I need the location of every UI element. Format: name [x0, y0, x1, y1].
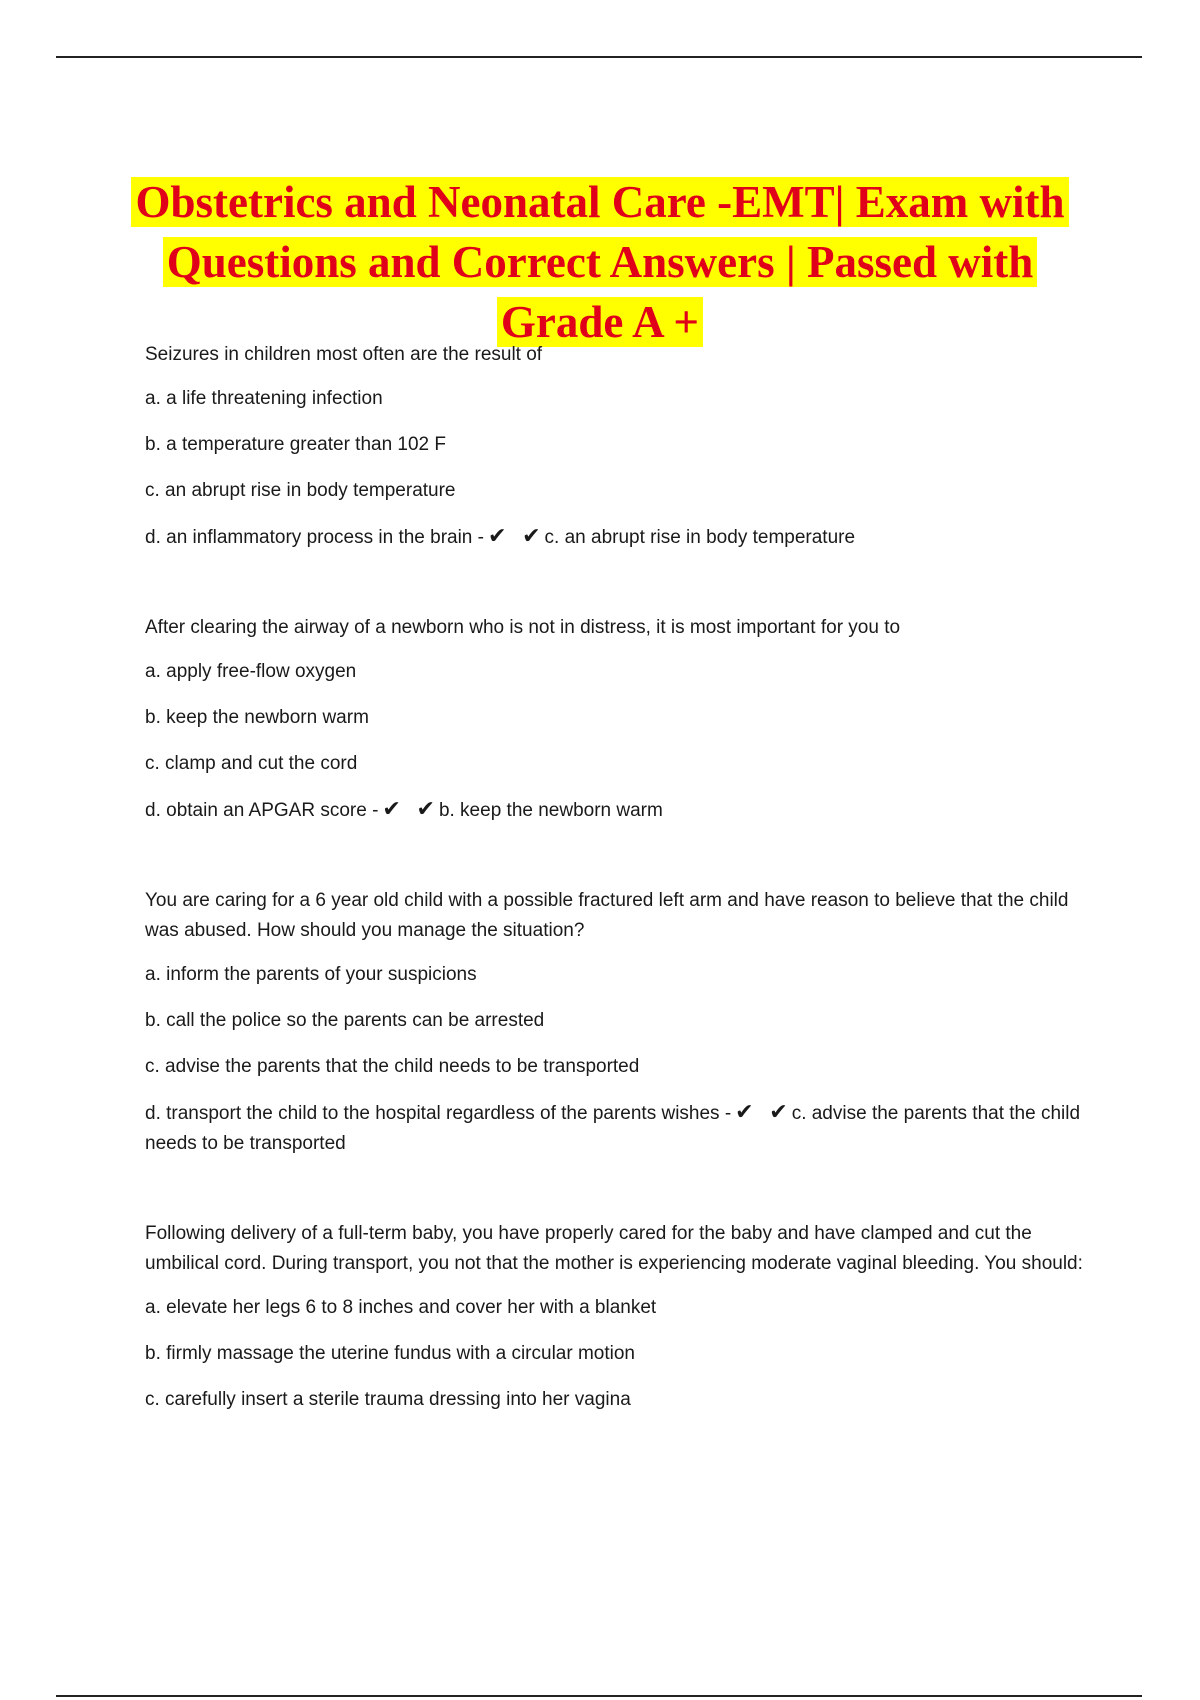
- option-c: c. an abrupt rise in body temperature: [145, 480, 456, 501]
- title-line-2: Questions and Correct Answers | Passed with: [163, 237, 1038, 287]
- correct-answer: c. advise the parents that the child needs to be transported: [145, 1103, 1081, 1154]
- bottom-divider: [56, 1695, 1142, 1697]
- question-stem: You are caring for a 6 year old child with a possible fractured left arm and have reason to believe that the child was abused. How should you manage the situation?: [145, 890, 1069, 941]
- title-line-1: Obstetrics and Neonatal Care -EMT| Exam with: [131, 177, 1068, 227]
- option-d-with-answer: [145, 795, 1095, 826]
- double-check-icon: ✔ ✔: [735, 1100, 792, 1125]
- option-c: c. carefully insert a sterile trauma dressing into her vagina: [145, 1389, 631, 1410]
- double-check-icon: ✔ ✔: [382, 797, 439, 822]
- option-d: d. transport the child to the hospital regardless of the parents wishes -: [145, 1103, 732, 1124]
- option-c: c. clamp and cut the cord: [145, 753, 358, 774]
- correct-answer: c. an abrupt rise in body temperature: [544, 527, 856, 548]
- question-4: [145, 1219, 1095, 1415]
- option-b: b. a temperature greater than 102 F: [145, 434, 447, 455]
- option-a: a. apply free-flow oxygen: [145, 661, 357, 682]
- option-c: c. advise the parents that the child needs to be transported: [145, 1056, 640, 1077]
- option-b: b. firmly massage the uterine fundus with a circular motion: [145, 1343, 635, 1364]
- question-list: [145, 340, 1095, 1475]
- question-2: [145, 613, 1095, 826]
- double-check-icon: ✔ ✔: [488, 524, 545, 549]
- question-1: [145, 340, 1095, 553]
- option-a: a. inform the parents of your suspicions: [145, 964, 477, 985]
- option-b: b. keep the newborn warm: [145, 707, 369, 728]
- title-line-3: Grade A +: [497, 297, 703, 347]
- correct-answer: b. keep the newborn warm: [438, 800, 663, 821]
- option-d-with-answer: [145, 522, 1095, 553]
- top-divider: [56, 56, 1142, 58]
- question-3: [145, 886, 1095, 1159]
- option-d: d. obtain an APGAR score -: [145, 800, 379, 821]
- question-stem: Following delivery of a full-term baby, you have properly cared for the baby and have clamped and cut the umbilical cord. During transport, you not that the mother is experiencing moderate vaginal bleeding. You should:: [145, 1223, 1083, 1274]
- option-a: a. a life threatening infection: [145, 388, 383, 409]
- option-d: d. an inflammatory process in the brain -: [145, 527, 484, 548]
- option-a: a. elevate her legs 6 to 8 inches and cover her with a blanket: [145, 1297, 657, 1318]
- document-title: [60, 172, 1140, 352]
- question-stem: After clearing the airway of a newborn who is not in distress, it is most important for you to: [145, 617, 901, 638]
- option-b: b. call the police so the parents can be arrested: [145, 1010, 545, 1031]
- option-d-with-answer: [145, 1098, 1095, 1159]
- question-stem: Seizures in children most often are the result of: [145, 344, 543, 365]
